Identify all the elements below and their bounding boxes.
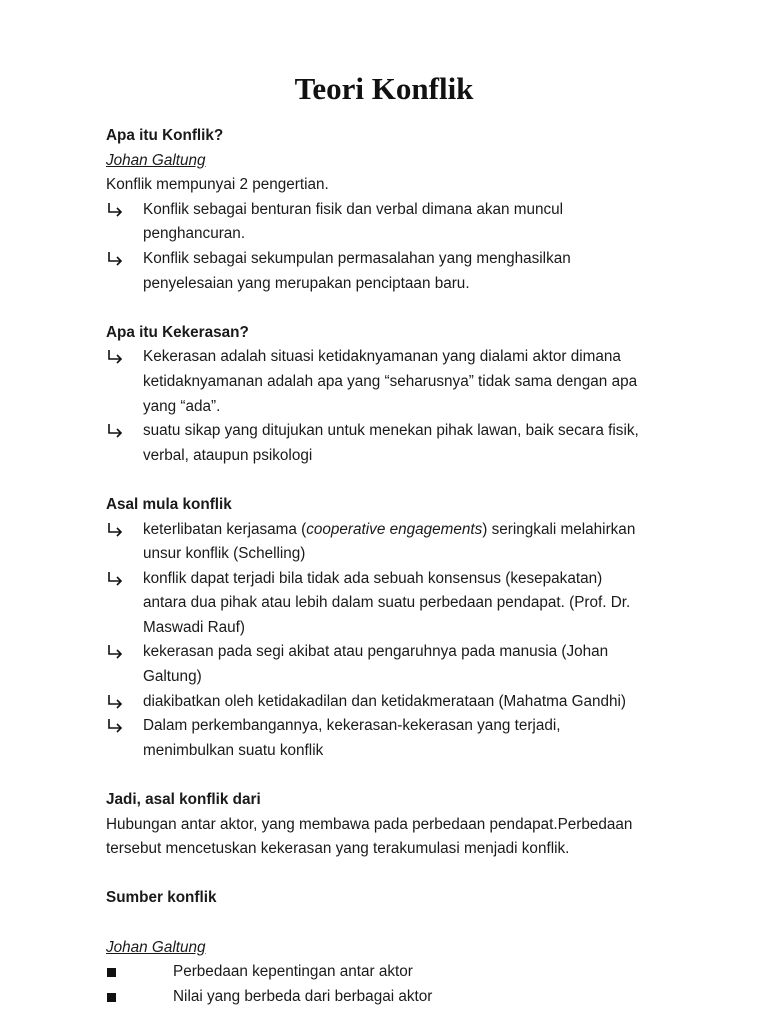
hook-arrow-right-icon: [106, 349, 124, 365]
document-title: Teori Konflik: [294, 71, 474, 106]
paragraph: Konflik mempunyai 2 pengertian.: [106, 176, 329, 194]
author-name: Johan Galtung: [106, 151, 206, 169]
list-item-text: [143, 518, 706, 567]
list-item: [106, 640, 706, 689]
text-run: keterlibatan kerjasama (: [143, 520, 307, 538]
document-body: [106, 124, 706, 1009]
list-item: [106, 985, 706, 1010]
list-item-text: Konflik sebagai benturan fisik dan verbal dimana akan muncul penghancuran.: [143, 200, 564, 243]
list-item-text: kekerasan pada segi akibat atau pengaruhnya pada manusia (Johan Galtung): [143, 643, 609, 686]
section-heading: Sumber konflik: [106, 889, 217, 907]
hook-arrow-right-icon: [106, 644, 124, 660]
list-item-text: Konflik sebagai sekumpulan permasalahan yang menghasilkan penyelesaian yang merupakan penciptaan baru.: [143, 249, 571, 292]
list-item: [106, 567, 706, 641]
paragraph-line: tersebut mencetuskan kekerasan yang terakumulasi menjadi konflik.: [106, 840, 570, 858]
square-bullet-icon: [107, 968, 116, 977]
hook-arrow-right-icon: [106, 694, 124, 710]
hook-arrow-right-icon: [106, 718, 124, 734]
list-item: [106, 714, 706, 763]
author-name: Johan Galtung: [106, 938, 206, 956]
list-item: [106, 690, 706, 715]
list-item: [106, 960, 706, 985]
hook-arrow-right-icon: [106, 522, 124, 538]
square-bullet-icon: [107, 993, 116, 1002]
list-item-text: Kekerasan adalah situasi ketidaknyamanan yang dialami aktor dimana ketidaknyamanan adalah apa yang “seharusnya” tidak sama dengan apa yang “ada”.: [143, 348, 638, 415]
text-run: unsur konflik (Schelling): [143, 545, 306, 563]
paragraph-line: Hubungan antar aktor, yang membawa pada perbedaan pendapat.Perbedaan: [106, 815, 633, 833]
hook-arrow-right-icon: [106, 423, 124, 439]
list-item: [106, 247, 706, 296]
list-item-text: Perbedaan kepentingan antar aktor: [173, 963, 413, 981]
list-item-text: diakibatkan oleh ketidakadilan dan ketidakmerataan (Mahatma Gandhi): [143, 692, 626, 710]
list-item-text: Dalam perkembangannya, kekerasan-kekerasan yang terjadi, menimbulkan suatu konflik: [143, 717, 561, 759]
list-item-text: konflik dapat terjadi bila tidak ada sebuah konsensus (kesepakatan) antara dua pihak atau lebih dalam suatu perbedaan pendapat. (Prof. Dr. Maswadi Rauf): [143, 569, 631, 636]
section-heading: Apa itu Konflik?: [106, 127, 224, 144]
section-heading: Jadi, asal konflik dari: [106, 791, 261, 809]
list-item: [106, 345, 706, 419]
emphasis-text: cooperative engagements: [306, 520, 483, 538]
list-item: [106, 198, 706, 247]
list-item-text: suatu sikap yang ditujukan untuk menekan pihak lawan, baik secara fisik, verbal, ataupun psikologi: [143, 422, 639, 464]
list-item: [106, 419, 706, 468]
hook-arrow-right-icon: [106, 202, 124, 218]
text-run: ) seringkali melahirkan: [482, 520, 636, 538]
hook-arrow-right-icon: [106, 251, 124, 267]
list-item: [106, 518, 706, 567]
section-heading: Apa itu Kekerasan?: [106, 323, 249, 341]
section-heading: Asal mula konflik: [106, 495, 232, 513]
list-item-text: Nilai yang berbeda dari berbagai aktor: [173, 987, 433, 1005]
hook-arrow-right-icon: [106, 571, 124, 587]
